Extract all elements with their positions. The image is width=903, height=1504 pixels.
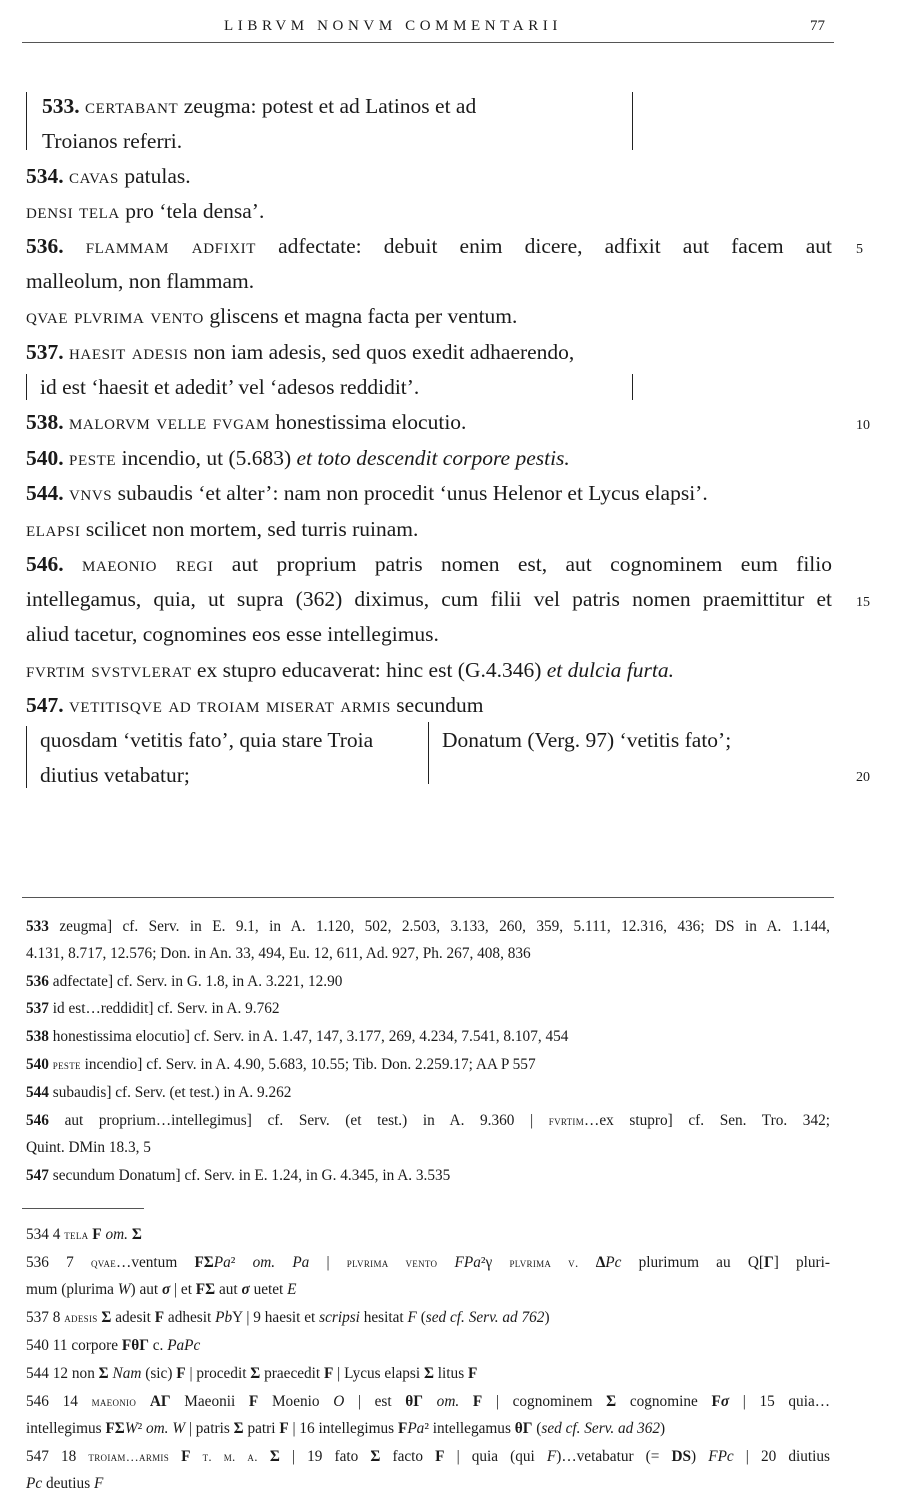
commentary-line: 537. haesit adesis non iam adesis, sed quos exedit adhaerendo, <box>26 340 575 364</box>
commentary-line: 536. flammam adfixit adfectate: debuit enim dicere, adfixit aut facem aut <box>26 234 832 258</box>
commentary-line: 534. cavas patulas. <box>26 164 191 188</box>
commentary-line: 547. vetitisqve ad troiam miserat armis secundum <box>26 693 484 717</box>
testimonium: 544 subaudis] cf. Serv. (et test.) in A. 9.262 <box>26 1084 292 1101</box>
line-number: 20 <box>856 770 870 785</box>
lemma: maeonio regi <box>82 552 214 576</box>
variant-bar <box>26 726 27 788</box>
apparatus-entry: Pc deutius F <box>26 1475 104 1492</box>
commentary-line: malleolum, non flammam. <box>26 269 255 293</box>
variant-bar <box>632 374 633 400</box>
commentary-line: fvrtim svstvlerat ex stupro educaverat: hinc est (G.4.346) et dulcia furta. <box>26 658 674 682</box>
commentary-line: 538. malorvm velle fvgam honestissima elocutio. <box>26 410 467 434</box>
variant-bar <box>26 92 27 150</box>
apparatus-entry: 534 4 tela F om. Σ <box>26 1226 142 1243</box>
commentary-line: qvae plvrima vento gliscens et magna facta per ventum. <box>26 304 518 328</box>
line-number: 5 <box>856 242 863 257</box>
lemma: vnvs <box>69 481 113 505</box>
lemma: fvrtim svstvlerat <box>26 658 192 682</box>
apparatus-entry: 540 11 corpore FθΓ c. PaPc <box>26 1337 201 1354</box>
apparatus-entry: 536 7 qvae…ventum FΣPa² om. Pa | plvrima vento FPa²γ plvrima v. ΔPc plurimum au Q[Γ] pluri- <box>26 1254 830 1271</box>
commentary-line: 546. maeonio regi aut proprium patris nomen est, aut cognominem eum filio <box>26 552 832 576</box>
variant-right-line: Donatum (Verg. 97) ‘vetitis fato’; <box>442 728 732 752</box>
variant-column-divider <box>428 722 429 784</box>
footnote-rule <box>22 897 834 898</box>
testimonium: 536 adfectate] cf. Serv. in G. 1.8, in A. 3.221, 12.90 <box>26 973 343 990</box>
lemma: qvae plvrima vento <box>26 304 204 328</box>
testimonium: 538 honestissima elocutio] cf. Serv. in A. 1.47, 147, 3.177, 269, 4.234, 7.541, 8.107, 454 <box>26 1028 569 1045</box>
page-number: 77 <box>810 18 825 34</box>
variant-bar <box>632 92 633 150</box>
lemma: cavas <box>69 164 119 188</box>
lemma: flammam adfixit <box>85 234 256 258</box>
apparatus-entry: intellegimus FΣW² om. W | patris Σ patri F | 16 intellegimus FPa² intellegamus θΓ (sed cf. Serv. ad 362) <box>26 1420 666 1437</box>
testimonium: 537 id est…reddidit] cf. Serv. in A. 9.762 <box>26 1000 280 1017</box>
apparatus-entry: 547 18 troiam…armis F t. m. a. Σ | 19 fato Σ facto F | quia (qui F)…vetabatur (= DS) FPc | 20 diutius <box>26 1448 830 1465</box>
testimonium: 4.131, 8.717, 12.576; Don. in An. 33, 494, Eu. 12, 611, Ad. 927, Ph. 267, 408, 836 <box>26 945 531 962</box>
lemma: haesit adesis <box>69 340 189 364</box>
apparatus-entry: 544 12 non Σ Nam (sic) F | procedit Σ praecedit F | Lycus elapsi Σ litus F <box>26 1365 478 1382</box>
testimonium: 540 peste incendio] cf. Serv. in A. 4.90, 5.683, 10.55; Tib. Don. 2.259.17; AA P 557 <box>26 1056 536 1073</box>
apparatus-entry: 537 8 adesis Σ adesit F adhesit PbY | 9 haesit et scripsi hesitat F (sed cf. Serv. ad 762) <box>26 1309 550 1326</box>
lemma-number: 533. <box>42 94 80 118</box>
line-number: 15 <box>856 595 870 610</box>
testimonium: Quint. DMin 18.3, 5 <box>26 1139 151 1156</box>
line-number: 10 <box>856 418 870 433</box>
apparatus-entry: mum (plurima W) aut σ | et FΣ aut σ uetet E <box>26 1281 297 1298</box>
variant-bar <box>26 374 27 400</box>
testimonium: 547 secundum Donatum] cf. Serv. in E. 1.24, in G. 4.345, in A. 3.535 <box>26 1167 451 1184</box>
commentary-line: 544. vnvs subaudis ‘et alter’: nam non procedit ‘unus Helenor et Lycus elapsi’. <box>26 481 708 505</box>
lemma: vetitisqve ad troiam miserat armis <box>69 693 391 717</box>
lemma: elapsi <box>26 517 81 541</box>
commentary-line: densi tela pro ‘tela densa’. <box>26 199 265 223</box>
testimonium: 546 aut proprium…intellegimus] cf. Serv. (et test.) in A. 9.360 | fvrtim…ex stupro] cf. Sen. Tro. 342; <box>26 1112 831 1129</box>
commentary-line: 540. peste incendio, ut (5.683) et toto descendit corpore pestis. <box>26 446 570 470</box>
commentary-line: aliud tacetur, cognomines eos esse intellegimus. <box>26 622 439 646</box>
commentary-line: elapsi scilicet non mortem, sed turris ruinam. <box>26 517 419 541</box>
lemma: malorvm velle fvgam <box>69 410 270 434</box>
apparatus-entry: 546 14 maeonio AΓ Maeonii F Moenio O | est θΓ om. F | cognominem Σ cognomine Fσ | 15 quia… <box>26 1393 831 1410</box>
header-rule <box>22 42 834 43</box>
lemma: peste <box>69 446 117 470</box>
commentary-line: intellegamus, quia, ut supra (362) diximus, cum filii vel patris nomen praemittitur et <box>26 587 832 611</box>
running-head-title: LIBRVM NONVM COMMENTARII <box>224 18 562 34</box>
commentary-line: 533. certabant zeugma: potest et ad Latinos et ad <box>42 94 477 118</box>
commentary-line: Troianos referri. <box>42 129 183 153</box>
variant-left-line: quosdam ‘vetitis fato’, quia stare Troia <box>40 728 374 752</box>
lemma: densi tela <box>26 199 120 223</box>
lemma: certabant <box>85 94 179 118</box>
variant-left-line: diutius vetabatur; <box>40 763 190 787</box>
commentary-line: id est ‘haesit et adedit’ vel ‘adesos reddidit’. <box>40 375 420 399</box>
testimonium: 533 zeugma] cf. Serv. in E. 9.1, in A. 1.120, 502, 2.503, 3.133, 260, 359, 5.111, 12.316, 436; DS in A. 1.144, <box>26 918 831 935</box>
apparatus-rule <box>22 1208 144 1209</box>
